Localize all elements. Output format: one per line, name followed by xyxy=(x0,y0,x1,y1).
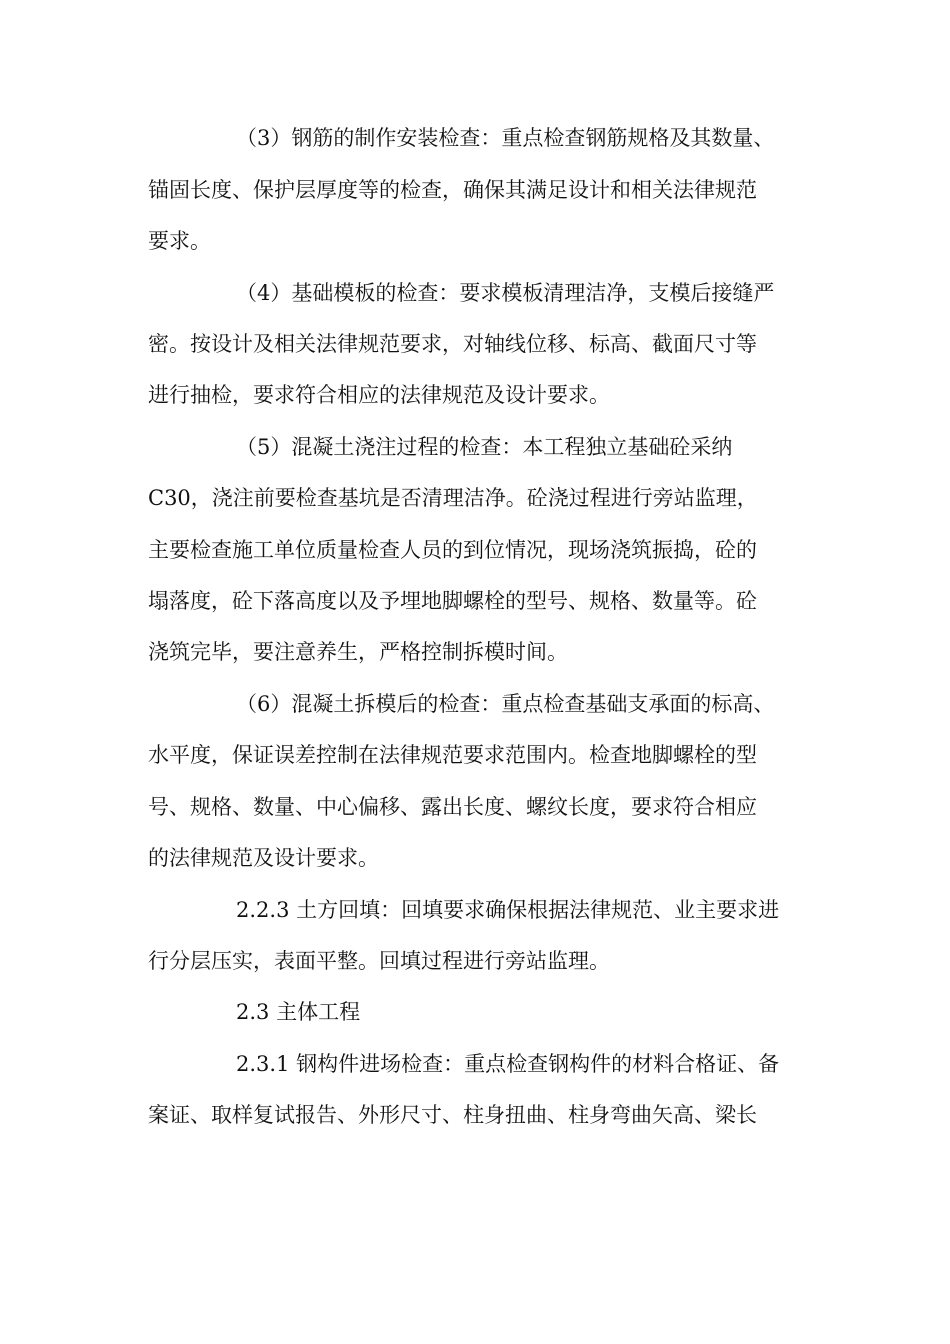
paragraph-2-line-2: 密。按设计及相关法律规范要求，对轴线位移、标高、截面尺寸等 xyxy=(148,332,757,356)
paragraph-1-line-1: （3）钢筋的制作安装检查：重点检查钢筋规格及其数量、 xyxy=(236,126,775,150)
paragraph-3-line-3: 主要检查施工单位质量检查人员的到位情况，现场浇筑振捣，砼的 xyxy=(148,538,757,562)
paragraph-3-line-4: 塌落度，砼下落高度以及予埋地脚螺栓的型号、规格、数量等。砼 xyxy=(148,589,757,613)
paragraph-5-line-2: 行分层压实，表面平整。回填过程进行旁站监理。 xyxy=(148,949,610,973)
paragraph-1-line-3: 要求。 xyxy=(148,229,211,253)
paragraph-4-line-2: 水平度，保证误差控制在法律规范要求范围内。检查地脚螺栓的型 xyxy=(148,743,757,767)
paragraph-4-line-4: 的法律规范及设计要求。 xyxy=(148,846,379,870)
paragraph-2-line-3: 进行抽检，要求符合相应的法律规范及设计要求。 xyxy=(148,383,610,407)
paragraph-7-line-2: 案证、取样复试报告、外形尺寸、柱身扭曲、柱身弯曲矢高、梁长 xyxy=(148,1103,757,1127)
section-heading-2-3: 2.3 主体工程 xyxy=(236,1000,361,1024)
paragraph-4-line-1: （6）混凝土拆模后的检查：重点检查基础支承面的标高、 xyxy=(236,692,775,716)
paragraph-4-line-3: 号、规格、数量、中心偏移、露出长度、螺纹长度，要求符合相应 xyxy=(148,795,757,819)
paragraph-5-line-1: 2.2.3 土方回填：回填要求确保根据法律规范、业主要求进 xyxy=(236,898,780,922)
paragraph-3-line-2: C30，浇注前要检查基坑是否清理洁净。砼浇过程进行旁站监理， xyxy=(148,486,758,510)
paragraph-3-line-1: （5）混凝土浇注过程的检查：本工程独立基础砼采纳 xyxy=(236,435,733,459)
paragraph-3-line-5: 浇筑完毕，要注意养生，严格控制拆模时间。 xyxy=(148,640,568,664)
paragraph-7-line-1: 2.3.1 钢构件进场检查：重点检查钢构件的材料合格证、备 xyxy=(236,1052,780,1076)
paragraph-2-line-1: （4）基础模板的检查：要求模板清理洁净，支模后接缝严 xyxy=(236,281,775,305)
paragraph-1-line-2: 锚固长度、保护层厚度等的检查，确保其满足设计和相关法律规范 xyxy=(148,178,757,202)
